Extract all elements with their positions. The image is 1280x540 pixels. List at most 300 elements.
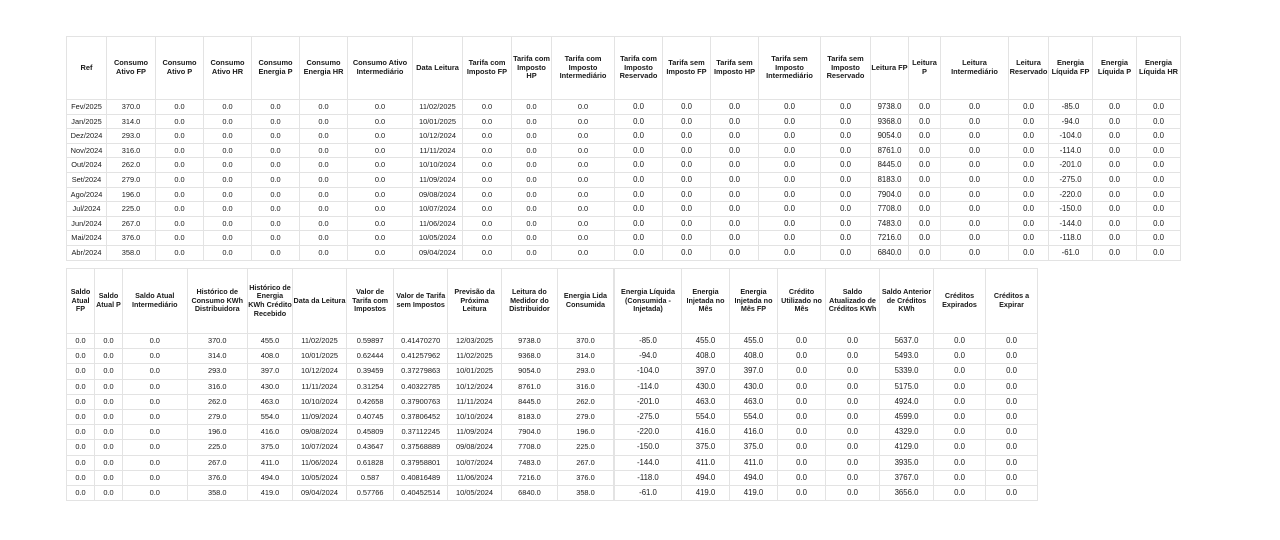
- column-header: Histórico de Consumo KWh Distribuidora: [187, 269, 247, 334]
- column-header: Valor de Tarifa sem Impostos: [394, 269, 448, 334]
- table-cell: 0.0: [909, 187, 941, 202]
- table-row: [67, 470, 614, 485]
- table-cell: 7483.0: [871, 216, 909, 231]
- table-cell: 10/07/2024: [448, 455, 502, 470]
- table-cell: 7483.0: [501, 455, 557, 470]
- table-cell: 0.0: [759, 100, 821, 115]
- table-cell: -144.0: [615, 455, 682, 470]
- table-cell: 0.0: [759, 172, 821, 187]
- table-cell: -114.0: [615, 379, 682, 394]
- table-cell: 554.0: [682, 410, 730, 425]
- column-header: Energia Injetada no Mês FP: [730, 269, 778, 334]
- table-cell: 10/10/2024: [448, 410, 502, 425]
- table-cell: 430.0: [730, 379, 778, 394]
- table-cell: 0.0: [512, 231, 552, 246]
- table-cell: 267.0: [557, 455, 613, 470]
- table-cell: 0.0: [615, 114, 663, 129]
- column-header: Ref: [67, 37, 107, 100]
- table-cell: 0.0: [348, 216, 413, 231]
- table-cell: 0.0: [348, 245, 413, 260]
- column-header: Consumo Ativo FP: [107, 37, 156, 100]
- table-cell: 376.0: [107, 231, 156, 246]
- table-cell: 0.0: [122, 440, 187, 455]
- table-cell: 397.0: [730, 364, 778, 379]
- energy-credit-table: [614, 268, 1038, 501]
- table-cell: 196.0: [187, 425, 247, 440]
- table-cell: 0.0: [94, 349, 122, 364]
- table-cell: 0.0: [1009, 231, 1049, 246]
- table-header-row: [67, 269, 614, 334]
- table-cell: 430.0: [682, 379, 730, 394]
- table-cell: 0.0: [821, 172, 871, 187]
- table-cell: 0.0: [1137, 143, 1181, 158]
- table-cell: 0.0: [759, 187, 821, 202]
- table-cell: 0.0: [122, 455, 187, 470]
- table-cell: 196.0: [557, 425, 613, 440]
- table-cell: -201.0: [1049, 158, 1093, 173]
- table-row: [67, 455, 614, 470]
- table-cell: 0.0: [934, 334, 986, 349]
- column-header: Saldo Atual Intermediário: [122, 269, 187, 334]
- column-header: Data da Leitura: [293, 269, 347, 334]
- table-cell: 0.0: [463, 202, 512, 217]
- table-cell: 419.0: [247, 486, 292, 501]
- table-cell: 0.0: [909, 172, 941, 187]
- table-cell: 10/12/2024: [448, 379, 502, 394]
- table-cell: 5175.0: [880, 379, 934, 394]
- table-cell: 0.0: [156, 172, 204, 187]
- table-cell: 11/09/2024: [413, 172, 463, 187]
- table-row: [615, 364, 1038, 379]
- column-header: Energia Líquida P: [1093, 37, 1137, 100]
- table-cell: 0.0: [821, 143, 871, 158]
- table-cell: 12/03/2025: [448, 334, 502, 349]
- table-cell: 0.0: [122, 486, 187, 501]
- table-cell: 0.0: [941, 187, 1009, 202]
- column-header: Consumo Ativo Intermediário: [348, 37, 413, 100]
- column-header: Tarifa sem Imposto Intermediário: [759, 37, 821, 100]
- table-cell: 0.0: [778, 334, 826, 349]
- table-cell: 0.0: [300, 129, 348, 144]
- table-cell: 0.37279863: [394, 364, 448, 379]
- table-cell: 494.0: [730, 470, 778, 485]
- column-header: Tarifa com Imposto Reservado: [615, 37, 663, 100]
- table-cell: 9054.0: [871, 129, 909, 144]
- table-cell: 0.0: [463, 187, 512, 202]
- table-cell: 0.0: [821, 158, 871, 173]
- table-cell: 11/11/2024: [413, 143, 463, 158]
- table-cell: 0.0: [204, 216, 252, 231]
- table-cell: 11/09/2024: [293, 410, 347, 425]
- table-cell: 316.0: [187, 379, 247, 394]
- column-header: Leitura FP: [871, 37, 909, 100]
- table-row: [67, 486, 614, 501]
- table-cell: 0.0: [552, 245, 615, 260]
- table-cell: 7216.0: [501, 470, 557, 485]
- table-row: [615, 440, 1038, 455]
- table-cell: 0.0: [67, 394, 95, 409]
- table-cell: -61.0: [1049, 245, 1093, 260]
- table-cell: 375.0: [730, 440, 778, 455]
- table-cell: 0.40745: [346, 410, 393, 425]
- table-cell: 0.0: [934, 440, 986, 455]
- table-cell: 0.0: [934, 425, 986, 440]
- table-cell: 10/01/2025: [293, 349, 347, 364]
- table-cell: -150.0: [1049, 202, 1093, 217]
- table-cell: 0.0: [941, 114, 1009, 129]
- table-cell: 10/05/2024: [448, 486, 502, 501]
- table-cell: 0.0: [1093, 172, 1137, 187]
- table-row: [67, 394, 614, 409]
- table-cell: 0.0: [67, 349, 95, 364]
- table-cell: 0.0: [663, 143, 711, 158]
- table-cell: -94.0: [615, 349, 682, 364]
- table-cell: 0.0: [156, 158, 204, 173]
- table-cell: 0.0: [94, 334, 122, 349]
- table-cell: 0.0: [986, 470, 1038, 485]
- column-header: Créditos a Expirar: [986, 269, 1038, 334]
- table-cell: 0.0: [348, 172, 413, 187]
- table-cell: 7216.0: [871, 231, 909, 246]
- column-header: Crédito Utilizado no Mês: [778, 269, 826, 334]
- table-cell: 0.0: [1137, 187, 1181, 202]
- table-cell: 0.0: [300, 187, 348, 202]
- table-cell: 0.0: [94, 364, 122, 379]
- table-cell: 0.0: [821, 245, 871, 260]
- column-header: Energia Líquida (Consumida - Injetada): [615, 269, 682, 334]
- table-cell: 0.45809: [346, 425, 393, 440]
- table-cell: 0.0: [615, 245, 663, 260]
- table-cell: 0.0: [778, 470, 826, 485]
- table-cell: 11/06/2024: [413, 216, 463, 231]
- table-cell: 0.0: [986, 440, 1038, 455]
- table-cell: -94.0: [1049, 114, 1093, 129]
- table-cell: 0.0: [711, 172, 759, 187]
- table-cell: 0.0: [67, 455, 95, 470]
- table-cell: 10/10/2024: [413, 158, 463, 173]
- table-cell: 0.0: [67, 364, 95, 379]
- table-row: [67, 202, 615, 217]
- table-cell: 0.0: [512, 202, 552, 217]
- table-cell: 0.0: [252, 231, 300, 246]
- table-cell: 0.0: [122, 379, 187, 394]
- table-cell: 0.0: [348, 202, 413, 217]
- table-cell: 0.0: [512, 216, 552, 231]
- table-cell: 0.0: [156, 114, 204, 129]
- table-cell: 0.0: [300, 100, 348, 115]
- table-cell: 0.0: [663, 172, 711, 187]
- table-body: [67, 100, 615, 261]
- table-cell: 0.0: [94, 455, 122, 470]
- balance-history-table: [66, 268, 614, 501]
- table-cell: 0.0: [934, 410, 986, 425]
- table-cell: 267.0: [187, 455, 247, 470]
- table-cell: 0.0: [348, 231, 413, 246]
- table-cell: 411.0: [682, 455, 730, 470]
- table-cell: 0.0: [94, 394, 122, 409]
- table-cell: 0.0: [778, 379, 826, 394]
- table-cell: 0.0: [821, 114, 871, 129]
- table-cell: 9054.0: [501, 364, 557, 379]
- table-cell: 316.0: [107, 143, 156, 158]
- table-cell: 0.0: [778, 394, 826, 409]
- table-cell: 0.0: [711, 114, 759, 129]
- table-cell: 0.0: [909, 114, 941, 129]
- table-cell: 0.0: [463, 100, 512, 115]
- table-cell: 0.0: [463, 231, 512, 246]
- table-cell: Ago/2024: [67, 187, 107, 202]
- table-cell: 0.0: [826, 379, 880, 394]
- table-cell: 6840.0: [871, 245, 909, 260]
- table-cell: 0.0: [252, 143, 300, 158]
- table-row: [615, 245, 1181, 260]
- table-cell: 0.0: [821, 100, 871, 115]
- table-cell: 0.0: [826, 440, 880, 455]
- table-cell: 0.0: [94, 486, 122, 501]
- table-cell: 11/06/2024: [448, 470, 502, 485]
- table-cell: 0.0: [663, 231, 711, 246]
- table-cell: 3767.0: [880, 470, 934, 485]
- table-cell: 0.0: [1093, 158, 1137, 173]
- table-cell: 0.0: [663, 216, 711, 231]
- table-cell: 376.0: [557, 470, 613, 485]
- table-cell: 358.0: [107, 245, 156, 260]
- table-cell: 0.59897: [346, 334, 393, 349]
- table-cell: 10/07/2024: [413, 202, 463, 217]
- table-cell: 408.0: [730, 349, 778, 364]
- table-cell: 0.0: [934, 364, 986, 379]
- table-cell: 0.0: [1093, 143, 1137, 158]
- table-cell: -104.0: [615, 364, 682, 379]
- table-cell: 0.0: [252, 216, 300, 231]
- table-cell: 11/09/2024: [448, 425, 502, 440]
- table-cell: 316.0: [557, 379, 613, 394]
- table-cell: 0.0: [552, 114, 615, 129]
- table-cell: 0.0: [1009, 114, 1049, 129]
- table-cell: 8183.0: [871, 172, 909, 187]
- table-cell: 0.0: [1137, 100, 1181, 115]
- table-row: [67, 440, 614, 455]
- table-cell: 0.0: [934, 349, 986, 364]
- table-cell: -114.0: [1049, 143, 1093, 158]
- table-cell: 0.0: [122, 410, 187, 425]
- table-cell: 0.0: [1093, 216, 1137, 231]
- table-cell: Mai/2024: [67, 231, 107, 246]
- table-cell: 0.0: [122, 334, 187, 349]
- table-cell: 0.0: [1093, 245, 1137, 260]
- table-cell: 0.0: [821, 129, 871, 144]
- column-header: Leitura do Medidor do Distribuidor: [501, 269, 557, 334]
- table-cell: 0.0: [941, 143, 1009, 158]
- table-cell: 0.0: [909, 231, 941, 246]
- table-cell: 0.0: [759, 245, 821, 260]
- table-cell: 7904.0: [501, 425, 557, 440]
- table-cell: 314.0: [557, 349, 613, 364]
- table-cell: 0.0: [941, 216, 1009, 231]
- table-cell: 6840.0: [501, 486, 557, 501]
- column-header: Créditos Expirados: [934, 269, 986, 334]
- table-cell: 0.0: [1009, 202, 1049, 217]
- table-cell: 0.0: [463, 172, 512, 187]
- table-cell: 0.0: [909, 202, 941, 217]
- column-header: Tarifa sem Imposto FP: [663, 37, 711, 100]
- table-cell: 8445.0: [871, 158, 909, 173]
- table-cell: 0.0: [986, 394, 1038, 409]
- table-cell: 10/12/2024: [293, 364, 347, 379]
- table-body: [615, 334, 1038, 501]
- table-cell: 0.0: [552, 129, 615, 144]
- table-cell: 0.0: [156, 129, 204, 144]
- table-cell: Nov/2024: [67, 143, 107, 158]
- table-cell: 0.0: [826, 455, 880, 470]
- table-cell: 0.0: [204, 245, 252, 260]
- table-cell: 8761.0: [501, 379, 557, 394]
- table-cell: 0.0: [778, 486, 826, 501]
- table-cell: 0.0: [615, 202, 663, 217]
- column-header: Saldo Atualizado de Créditos KWh: [826, 269, 880, 334]
- column-header: Saldo Atual FP: [67, 269, 95, 334]
- table-cell: 0.0: [204, 187, 252, 202]
- table-cell: 262.0: [187, 394, 247, 409]
- table-cell: 4599.0: [880, 410, 934, 425]
- table-cell: 0.37568889: [394, 440, 448, 455]
- table-cell: 10/12/2024: [413, 129, 463, 144]
- table-cell: 419.0: [730, 486, 778, 501]
- table-cell: 0.0: [778, 364, 826, 379]
- table-cell: 494.0: [682, 470, 730, 485]
- table-cell: 0.0: [934, 394, 986, 409]
- table-cell: 10/07/2024: [293, 440, 347, 455]
- table-cell: 0.0: [94, 410, 122, 425]
- table-cell: 0.0: [778, 425, 826, 440]
- table-cell: 0.0: [615, 100, 663, 115]
- table-cell: 0.0: [711, 187, 759, 202]
- table-cell: 0.41257962: [394, 349, 448, 364]
- column-header: Energia Líquida FP: [1049, 37, 1093, 100]
- table-cell: 10/05/2024: [413, 231, 463, 246]
- table-row: [615, 216, 1181, 231]
- table-cell: 8445.0: [501, 394, 557, 409]
- table-cell: 0.0: [934, 486, 986, 501]
- table-cell: -275.0: [1049, 172, 1093, 187]
- table-cell: 0.0: [252, 114, 300, 129]
- table-cell: 0.0: [821, 231, 871, 246]
- table-cell: 0.0: [122, 470, 187, 485]
- table-cell: -275.0: [615, 410, 682, 425]
- table-cell: 0.0: [821, 202, 871, 217]
- table-cell: 11/02/2025: [413, 100, 463, 115]
- table-cell: 0.0: [778, 410, 826, 425]
- column-header: Tarifa com Imposto FP: [463, 37, 512, 100]
- table-row: [67, 245, 615, 260]
- table-cell: 0.0: [1137, 231, 1181, 246]
- table-cell: 0.0: [909, 129, 941, 144]
- table-cell: 416.0: [247, 425, 292, 440]
- table-cell: 455.0: [730, 334, 778, 349]
- table-cell: 0.0: [204, 158, 252, 173]
- table-cell: 0.0: [711, 158, 759, 173]
- table-cell: 0.0: [759, 129, 821, 144]
- column-header: Consumo Energia HR: [300, 37, 348, 100]
- table-cell: 0.0: [204, 114, 252, 129]
- table-cell: 0.0: [986, 379, 1038, 394]
- tariff-reading-table: [614, 36, 1181, 261]
- column-header: Tarifa sem Imposto HP: [711, 37, 759, 100]
- table-cell: 0.43647: [346, 440, 393, 455]
- table-cell: 0.0: [300, 158, 348, 173]
- table-cell: 225.0: [107, 202, 156, 217]
- table-row: [615, 379, 1038, 394]
- table-cell: 0.0: [156, 100, 204, 115]
- table-cell: 0.40452514: [394, 486, 448, 501]
- table-cell: 4924.0: [880, 394, 934, 409]
- table-cell: Jun/2024: [67, 216, 107, 231]
- table-row: [615, 349, 1038, 364]
- table-cell: 0.0: [1137, 129, 1181, 144]
- column-header: Saldo Anterior de Créditos KWh: [880, 269, 934, 334]
- table-row: [615, 100, 1181, 115]
- table-cell: 0.0: [463, 129, 512, 144]
- table-cell: 0.0: [67, 470, 95, 485]
- table-cell: 0.0: [826, 334, 880, 349]
- table-cell: 0.0: [67, 379, 95, 394]
- column-header: Consumo Ativo HR: [204, 37, 252, 100]
- table-cell: 5493.0: [880, 349, 934, 364]
- table-cell: 8761.0: [871, 143, 909, 158]
- table-cell: 370.0: [557, 334, 613, 349]
- table-cell: 0.0: [67, 486, 95, 501]
- table-cell: 0.0: [941, 129, 1009, 144]
- table-cell: 0.0: [122, 364, 187, 379]
- table-cell: 0.0: [512, 114, 552, 129]
- table-cell: 279.0: [107, 172, 156, 187]
- table-cell: 0.0: [934, 379, 986, 394]
- table-cell: 0.0: [615, 129, 663, 144]
- table-body: [615, 100, 1181, 261]
- table-cell: 0.0: [615, 172, 663, 187]
- table-cell: 0.0: [156, 245, 204, 260]
- table-cell: 0.0: [300, 172, 348, 187]
- table-cell: 463.0: [247, 394, 292, 409]
- table-cell: 0.587: [346, 470, 393, 485]
- table-row: [67, 349, 614, 364]
- column-header: Valor de Tarifa com Impostos: [346, 269, 393, 334]
- table-cell: 0.40322785: [394, 379, 448, 394]
- table-cell: 0.57766: [346, 486, 393, 501]
- table-cell: 416.0: [682, 425, 730, 440]
- table-cell: 0.0: [512, 129, 552, 144]
- table-cell: 0.0: [204, 172, 252, 187]
- table-cell: 0.0: [252, 100, 300, 115]
- table-cell: 0.0: [348, 100, 413, 115]
- table-cell: -220.0: [1049, 187, 1093, 202]
- table-cell: 0.0: [94, 440, 122, 455]
- column-header: Saldo Atual P: [94, 269, 122, 334]
- table-cell: 554.0: [247, 410, 292, 425]
- table-cell: 408.0: [682, 349, 730, 364]
- table-row: [615, 202, 1181, 217]
- table-cell: 11/02/2025: [448, 349, 502, 364]
- table-cell: -150.0: [615, 440, 682, 455]
- table-cell: 11/06/2024: [293, 455, 347, 470]
- table-cell: 0.0: [826, 410, 880, 425]
- table-cell: 0.0: [348, 114, 413, 129]
- table-cell: 0.0: [1009, 216, 1049, 231]
- table-cell: 0.0: [759, 202, 821, 217]
- table-cell: 0.0: [552, 172, 615, 187]
- table-cell: 358.0: [557, 486, 613, 501]
- table-cell: 0.61828: [346, 455, 393, 470]
